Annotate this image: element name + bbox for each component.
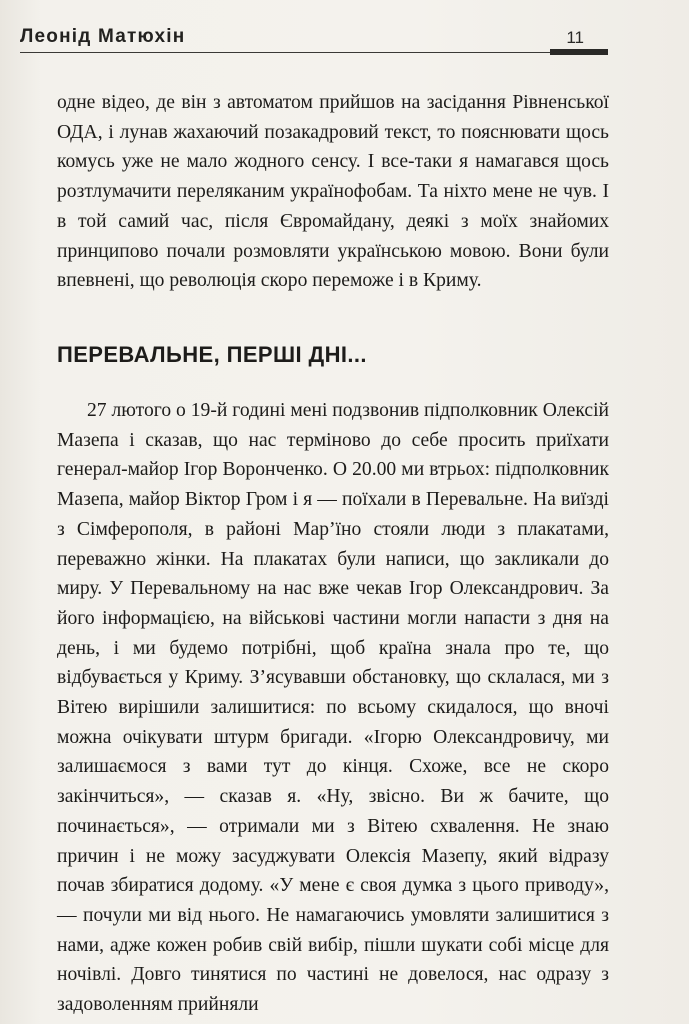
header-rule bbox=[20, 52, 608, 53]
page-number: 11 bbox=[566, 28, 584, 47]
header-rule-bar bbox=[550, 49, 608, 55]
running-header-author: Леонід Матюхін bbox=[20, 26, 186, 47]
paragraph-section-start: 27 лютого о 19-й годині мені подзвонив підполковник Олексій Мазепа і сказав, що нас терміново до себе просить приїхати генерал-майор Ігор Воронченко. О 20.00 ми втрьох: підполковник Мазепа, майор Віктор Гром і я — поїхали в Перевальне. На виїзді з Сімферополя, в районі Мар’їно стояли люди з плакатами, переважно жінки. На плакатах були написи, що закликали до миру. У Перевальному на нас вже чекав Ігор Олександрович. За його інформацією, на військові частини могли напасти з дня на день, і ми будемо потрібні, щоб країна знала про те, що відбувається у Криму. З’ясувавши обстановку, що склалася, ми з Вітею вирішили залишитися: по всьому скидалося, що вночі можна очікувати штурм бригади. «Ігорю Олександровичу, ми залишаємося з вами тут до кінця. Схоже, все не скоро закінчиться», — сказав я. «Ну, звісно. Ви ж бачите, що починається», — отримали ми з Вітею схвалення. Не знаю причин і не можу засуджувати Олексія Мазепу, який відразу почав збиратися додому. «У мене є своя думка з цього приводу», — почули ми від нього. Не намагаючись умовляти залишитися з нами, адже кожен робив свій вибір, пішли шукати собі місце для ночівлі. Довго тинятися по частині не довелося, нас одразу з задоволенням прийняли bbox=[57, 400, 609, 1016]
paragraph-continued: одне відео, де він з автоматом прийшов на засідання Рівненської ОДА, і лунав жахаючий позакадровий текст, то пояснювати щось комусь уже не мало жодного сенсу. І все-таки я намагався щось розтлумачити переляканим українофобам. Та ніхто мене не чув. І в той самий час, після Євромайдану, деякі з моїх знайомих принципово почали розмовляти українською мовою. Вони були впевнені, що революція скоро переможе і в Криму. bbox=[57, 92, 609, 292]
section-heading: ПЕРЕВАЛЬНЕ, ПЕРШІ ДНІ... bbox=[57, 342, 367, 367]
running-header bbox=[20, 24, 608, 54]
